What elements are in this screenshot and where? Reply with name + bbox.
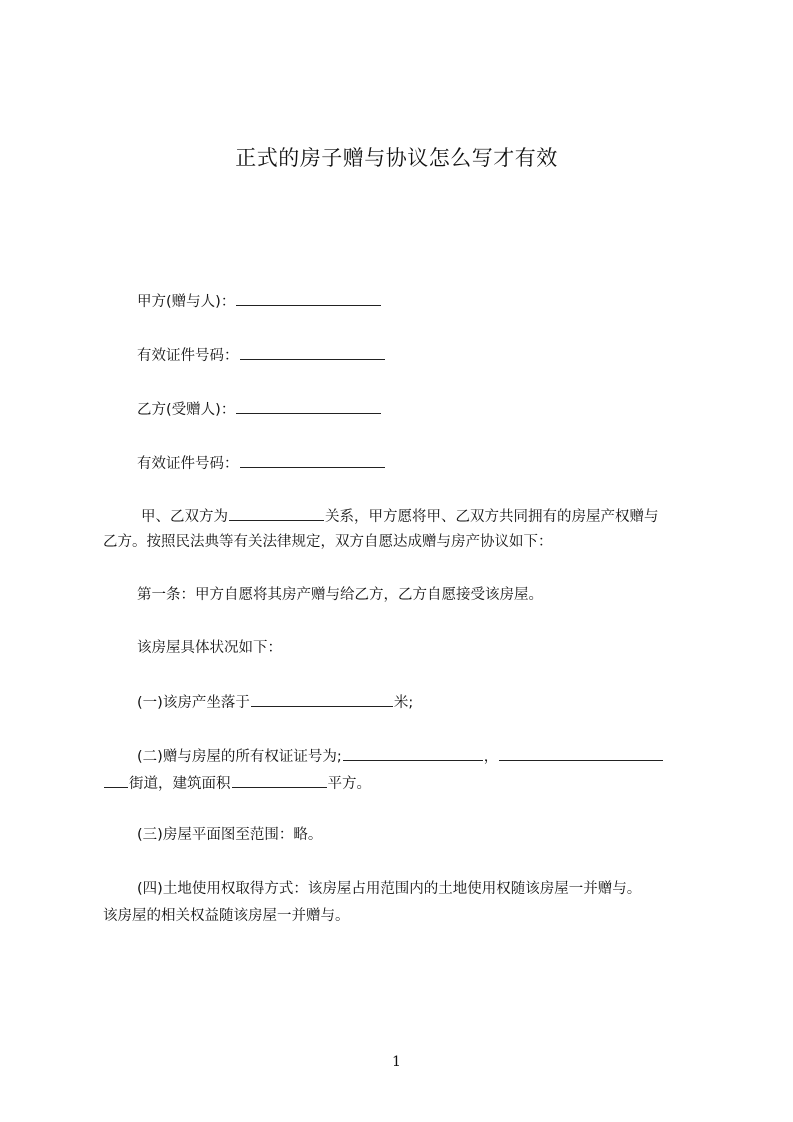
party-a-id-label: 有效证件号码： xyxy=(137,348,239,364)
party-b-label: 乙方(受赠人)： xyxy=(137,402,236,418)
item-2-line-2 xyxy=(103,772,371,794)
item-2-line-1 xyxy=(137,745,664,767)
page-title: 正式的房子赠与协议怎么写才有效 xyxy=(235,146,558,170)
party-a-line xyxy=(137,290,382,312)
location-blank xyxy=(251,691,393,707)
item-4-line-1: (四)土地使用权取得方式：该房屋占用范围内的土地使用权随该房屋一并赠与。 xyxy=(137,881,642,897)
item-2-street: 街道，建筑面积 xyxy=(129,776,231,792)
status-heading: 该房屋具体状况如下： xyxy=(137,640,282,656)
party-a-id-line xyxy=(137,344,386,366)
page-number: 1 xyxy=(392,1054,401,1070)
intro-line-1 xyxy=(137,505,659,527)
party-a-label: 甲方(赠与人)： xyxy=(137,294,236,310)
item-2-area-unit: 平方。 xyxy=(327,776,371,792)
item-4-line-2: 该房屋的相关权益随该房屋一并赠与。 xyxy=(103,908,350,924)
party-b-line xyxy=(137,398,382,420)
party-b-blank xyxy=(236,398,381,414)
certificate-blank xyxy=(343,745,483,761)
intro-text-1: 甲、乙双方为 xyxy=(141,509,228,525)
area-blank xyxy=(232,772,327,788)
item-1-unit: 米; xyxy=(393,695,414,711)
address-blank xyxy=(499,745,663,761)
party-b-id-line xyxy=(137,452,386,474)
party-a-blank xyxy=(236,290,381,306)
party-a-id-blank xyxy=(240,344,385,360)
intro-line-2: 乙方。按照民法典等有关法律规定，双方自愿达成赠与房产协议如下： xyxy=(103,534,553,550)
item-2-text: (二)赠与房屋的所有权证证号为; xyxy=(137,749,342,765)
item-3: (三)房屋平面图至范围：略。 xyxy=(137,827,323,843)
relationship-blank xyxy=(229,505,324,521)
street-blank xyxy=(104,772,128,788)
item-2-comma: ， xyxy=(483,749,499,765)
intro-text-2: 关系，甲方愿将甲、乙双方共同拥有的房屋产权赠与 xyxy=(325,509,659,525)
item-1-text: (一)该房产坐落于 xyxy=(137,695,250,711)
item-1-line xyxy=(137,691,413,713)
article-1: 第一条：甲方自愿将其房产赠与给乙方，乙方自愿接受该房屋。 xyxy=(137,587,543,603)
party-b-id-label: 有效证件号码： xyxy=(137,456,239,472)
party-b-id-blank xyxy=(240,452,385,468)
